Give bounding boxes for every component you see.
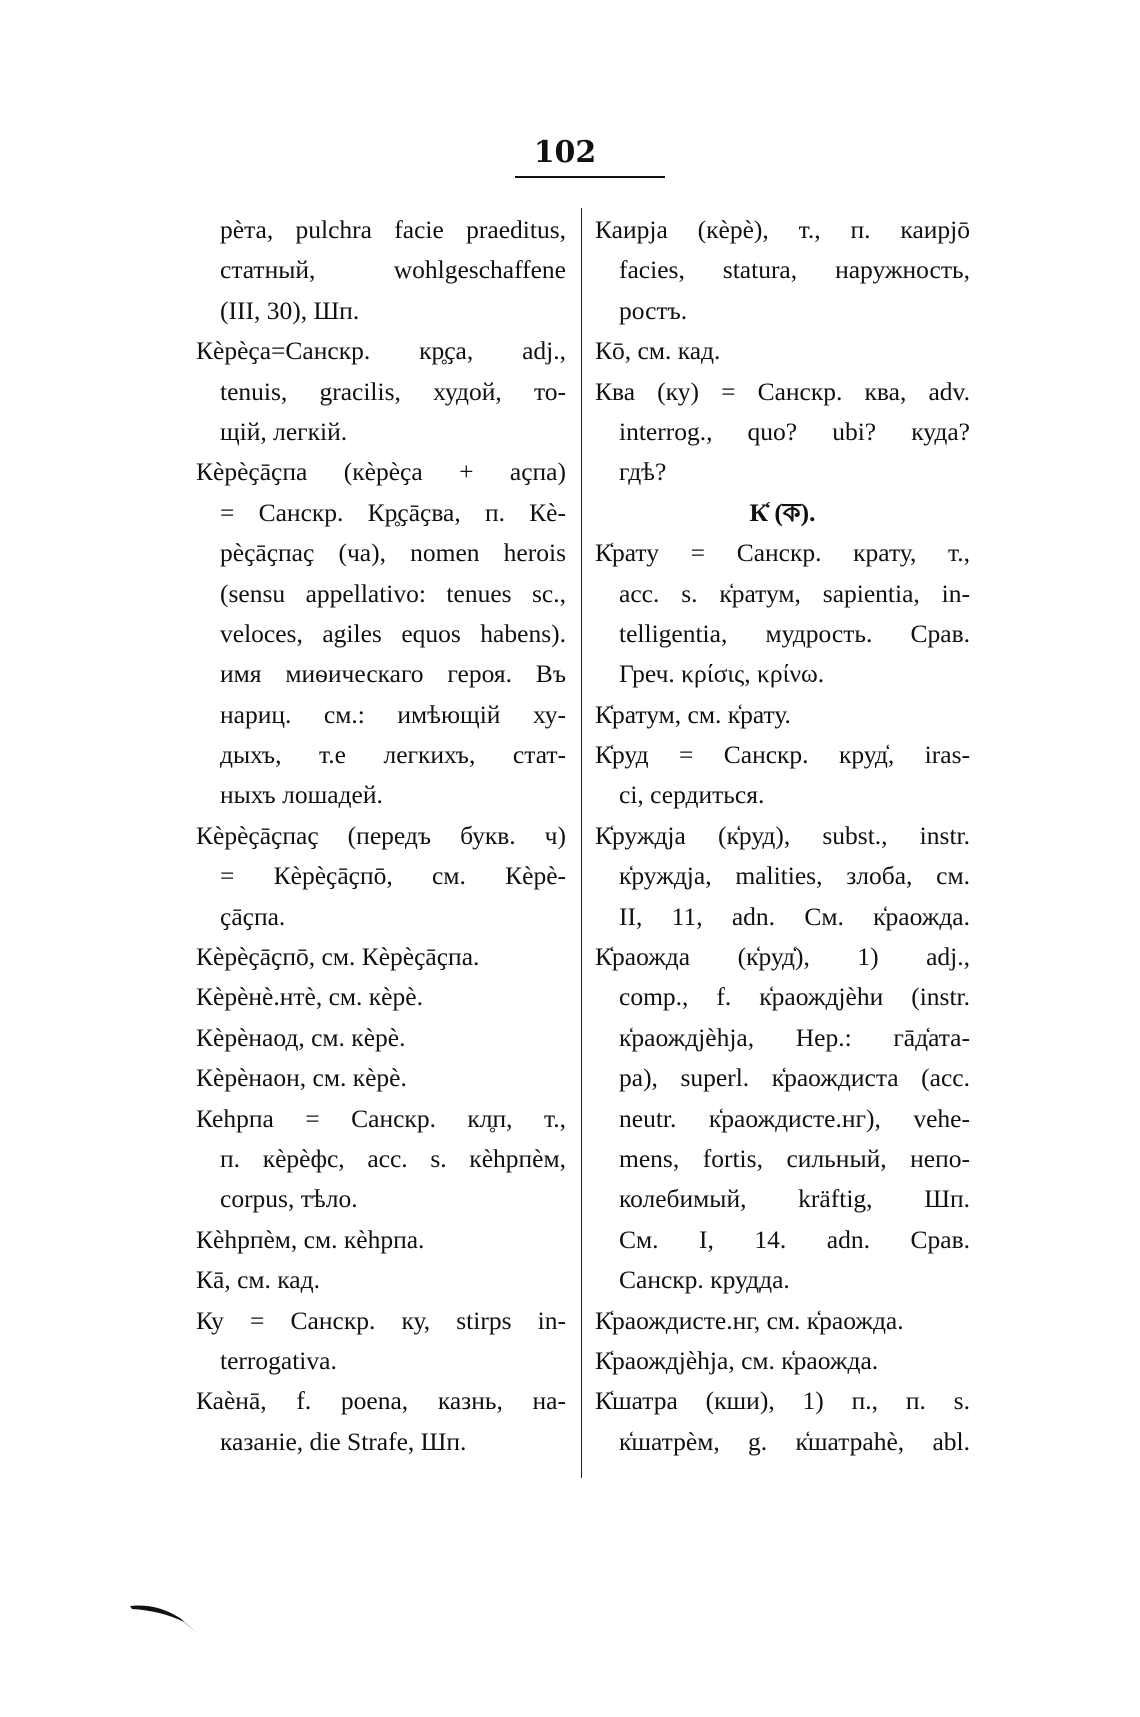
dictionary-line: Кѐрѐҫāҫпа (кѐрѐҫа + аҫпа) xyxy=(196,457,566,487)
dictionary-line: ҫāҫпа. xyxy=(220,901,286,931)
dictionary-line: veloces, agiles equos habens). xyxy=(220,618,566,648)
dictionary-line: Кō, см. кад. xyxy=(595,336,721,366)
dictionary-line: (III, 30), Шп. xyxy=(220,295,360,325)
dictionary-line: казаніе, die Strafe, Шп. xyxy=(220,1426,467,1456)
dictionary-line: К̒руд = Санскр. круд̒, iras- xyxy=(595,740,970,770)
dictionary-line: рѐҫāҫпаҫ (ча), nomen herois xyxy=(220,538,566,568)
dictionary-line: К̒рату = Санскр. крату, т., xyxy=(595,538,970,568)
dictionary-line: к̒руждја, malities, злоба, см. xyxy=(619,861,970,891)
section-heading: К̒ (ক). xyxy=(749,497,816,527)
dictionary-line: К̒раожда (к̒руд̒), 1) adj., xyxy=(595,942,970,972)
page-number: 102 xyxy=(533,135,597,170)
dictionary-line: interrog., quo? ubi? куда? xyxy=(619,416,970,446)
dictionary-line: статный, wohlgeschaffene xyxy=(220,255,566,285)
header-rule xyxy=(515,176,665,178)
column-divider xyxy=(581,208,582,1478)
dictionary-line: Кѐрѐҫāҫпаҫ (передъ букв. ч) xyxy=(196,820,566,850)
dictionary-line: (sensu appellativo: tenues sc., xyxy=(220,578,566,608)
dictionary-line: telligentia, мудрость. Срав. xyxy=(619,618,970,648)
dictionary-line: Кѐрѐҫāҫпō, см. Кѐрѐҫāҫпа. xyxy=(196,942,480,972)
dictionary-line: neutr. к̒раождисте.нг), vehe- xyxy=(619,1103,970,1133)
left-column xyxy=(196,210,566,1462)
dictionary-line: Каирја (кѐрѐ), т., п. каирјō xyxy=(595,215,970,244)
dictionary-line: Греч. κρίσις, κρίνω. xyxy=(619,659,825,689)
dictionary-line: corpus, тѣло. xyxy=(220,1184,358,1214)
dictionary-line: Кѐрѐнѐ.нтѐ, см. кѐрѐ. xyxy=(196,982,423,1012)
dictionary-line: Кѐрѐҫа=Санскр. кр̥ҫа, adj., xyxy=(196,336,566,366)
dictionary-line: рѐта, pulchra facie praeditus, xyxy=(220,215,566,244)
dictionary-line: Кѐрѐнаон, см. кѐрѐ. xyxy=(196,1063,407,1093)
dictionary-line: Кѐрѐнаод, см. кѐрѐ. xyxy=(196,1022,406,1052)
dictionary-line: щій, легкій. xyxy=(220,416,348,446)
dictionary-line: ci, сердиться. xyxy=(619,780,765,810)
dictionary-line: ныхъ лошадей. xyxy=(220,780,383,810)
dictionary-line: К̒раождисте.нг, см. к̒раожда. xyxy=(595,1305,904,1335)
dictionary-line: К̒ратум, см. к̒рату. xyxy=(595,699,791,729)
dictionary-line: См. I, 14. adn. Срав. xyxy=(619,1224,970,1254)
dictionary-line: = Кѐрѐҫāҫпō, см. Кѐрѐ- xyxy=(220,861,566,891)
dictionary-line: гдѣ? xyxy=(619,457,667,487)
dictionary-line: имя миѳическаго героя. Въ xyxy=(220,659,566,689)
dictionary-line: нариц. см.: имѣющій ху- xyxy=(220,699,566,729)
dictionary-line: = Санскр. Кр̥ҫāҫва, п. Кѐ- xyxy=(220,497,566,527)
margin-ink-mark xyxy=(128,1598,208,1638)
dictionary-line: Кѐһрпѐм, см. кѐһрпа. xyxy=(196,1224,425,1254)
dictionary-line: к̒шатрѐм, g. к̒шатраһѐ, abl. xyxy=(619,1426,970,1456)
dictionary-line: ростъ. xyxy=(619,295,688,325)
dictionary-line: колебимый, kräftig, Шп. xyxy=(619,1184,970,1214)
dictionary-line: К̒шатра (кши), 1) п., п. s. xyxy=(595,1386,970,1416)
dictionary-line: terrogativa. xyxy=(220,1345,337,1375)
dictionary-line: Кеһрпа = Санскр. кл̥п, т., xyxy=(196,1103,566,1133)
dictionary-line: Ку = Санскр. ку, stirps in- xyxy=(196,1305,566,1335)
dictionary-line: Каѐнā, f. poena, казнь, на- xyxy=(196,1386,566,1416)
dictionary-line: дыхъ, т.е легкихъ, стат- xyxy=(220,740,566,770)
dictionary-line: Ква (ку) = Санскр. ква, adv. xyxy=(595,376,970,406)
dictionary-line: mens, fortis, сильный, непо- xyxy=(619,1143,970,1173)
dictionary-line: к̒раождјѐһја, Нер.: гāд̒ата- xyxy=(619,1022,970,1052)
right-column xyxy=(595,210,970,1462)
dictionary-line: К̒руждја (к̒руд), subst., instr. xyxy=(595,820,970,850)
dictionary-line: comp., f. к̒раождјѐһи (instr. xyxy=(619,982,970,1012)
dictionary-line: tenuis, gracilis, худой, то- xyxy=(220,376,566,406)
dictionary-line: II, 11, adn. См. к̒раожда. xyxy=(619,901,970,931)
dictionary-line: facies, statura, наружность, xyxy=(619,255,970,285)
dictionary-line: ра), superl. к̒раождиста (acc. xyxy=(619,1063,970,1093)
dictionary-line: Санскр. крудда. xyxy=(619,1265,790,1295)
dictionary-line: Кā, см. кад. xyxy=(196,1265,320,1295)
dictionary-line: acc. s. к̒ратум, sapientia, in- xyxy=(619,578,970,608)
dictionary-line: К̒раождјѐһја, см. к̒раожда. xyxy=(595,1345,879,1375)
dictionary-line: п. кѐрѐфс, acc. s. кѐһрпѐм, xyxy=(220,1143,566,1173)
